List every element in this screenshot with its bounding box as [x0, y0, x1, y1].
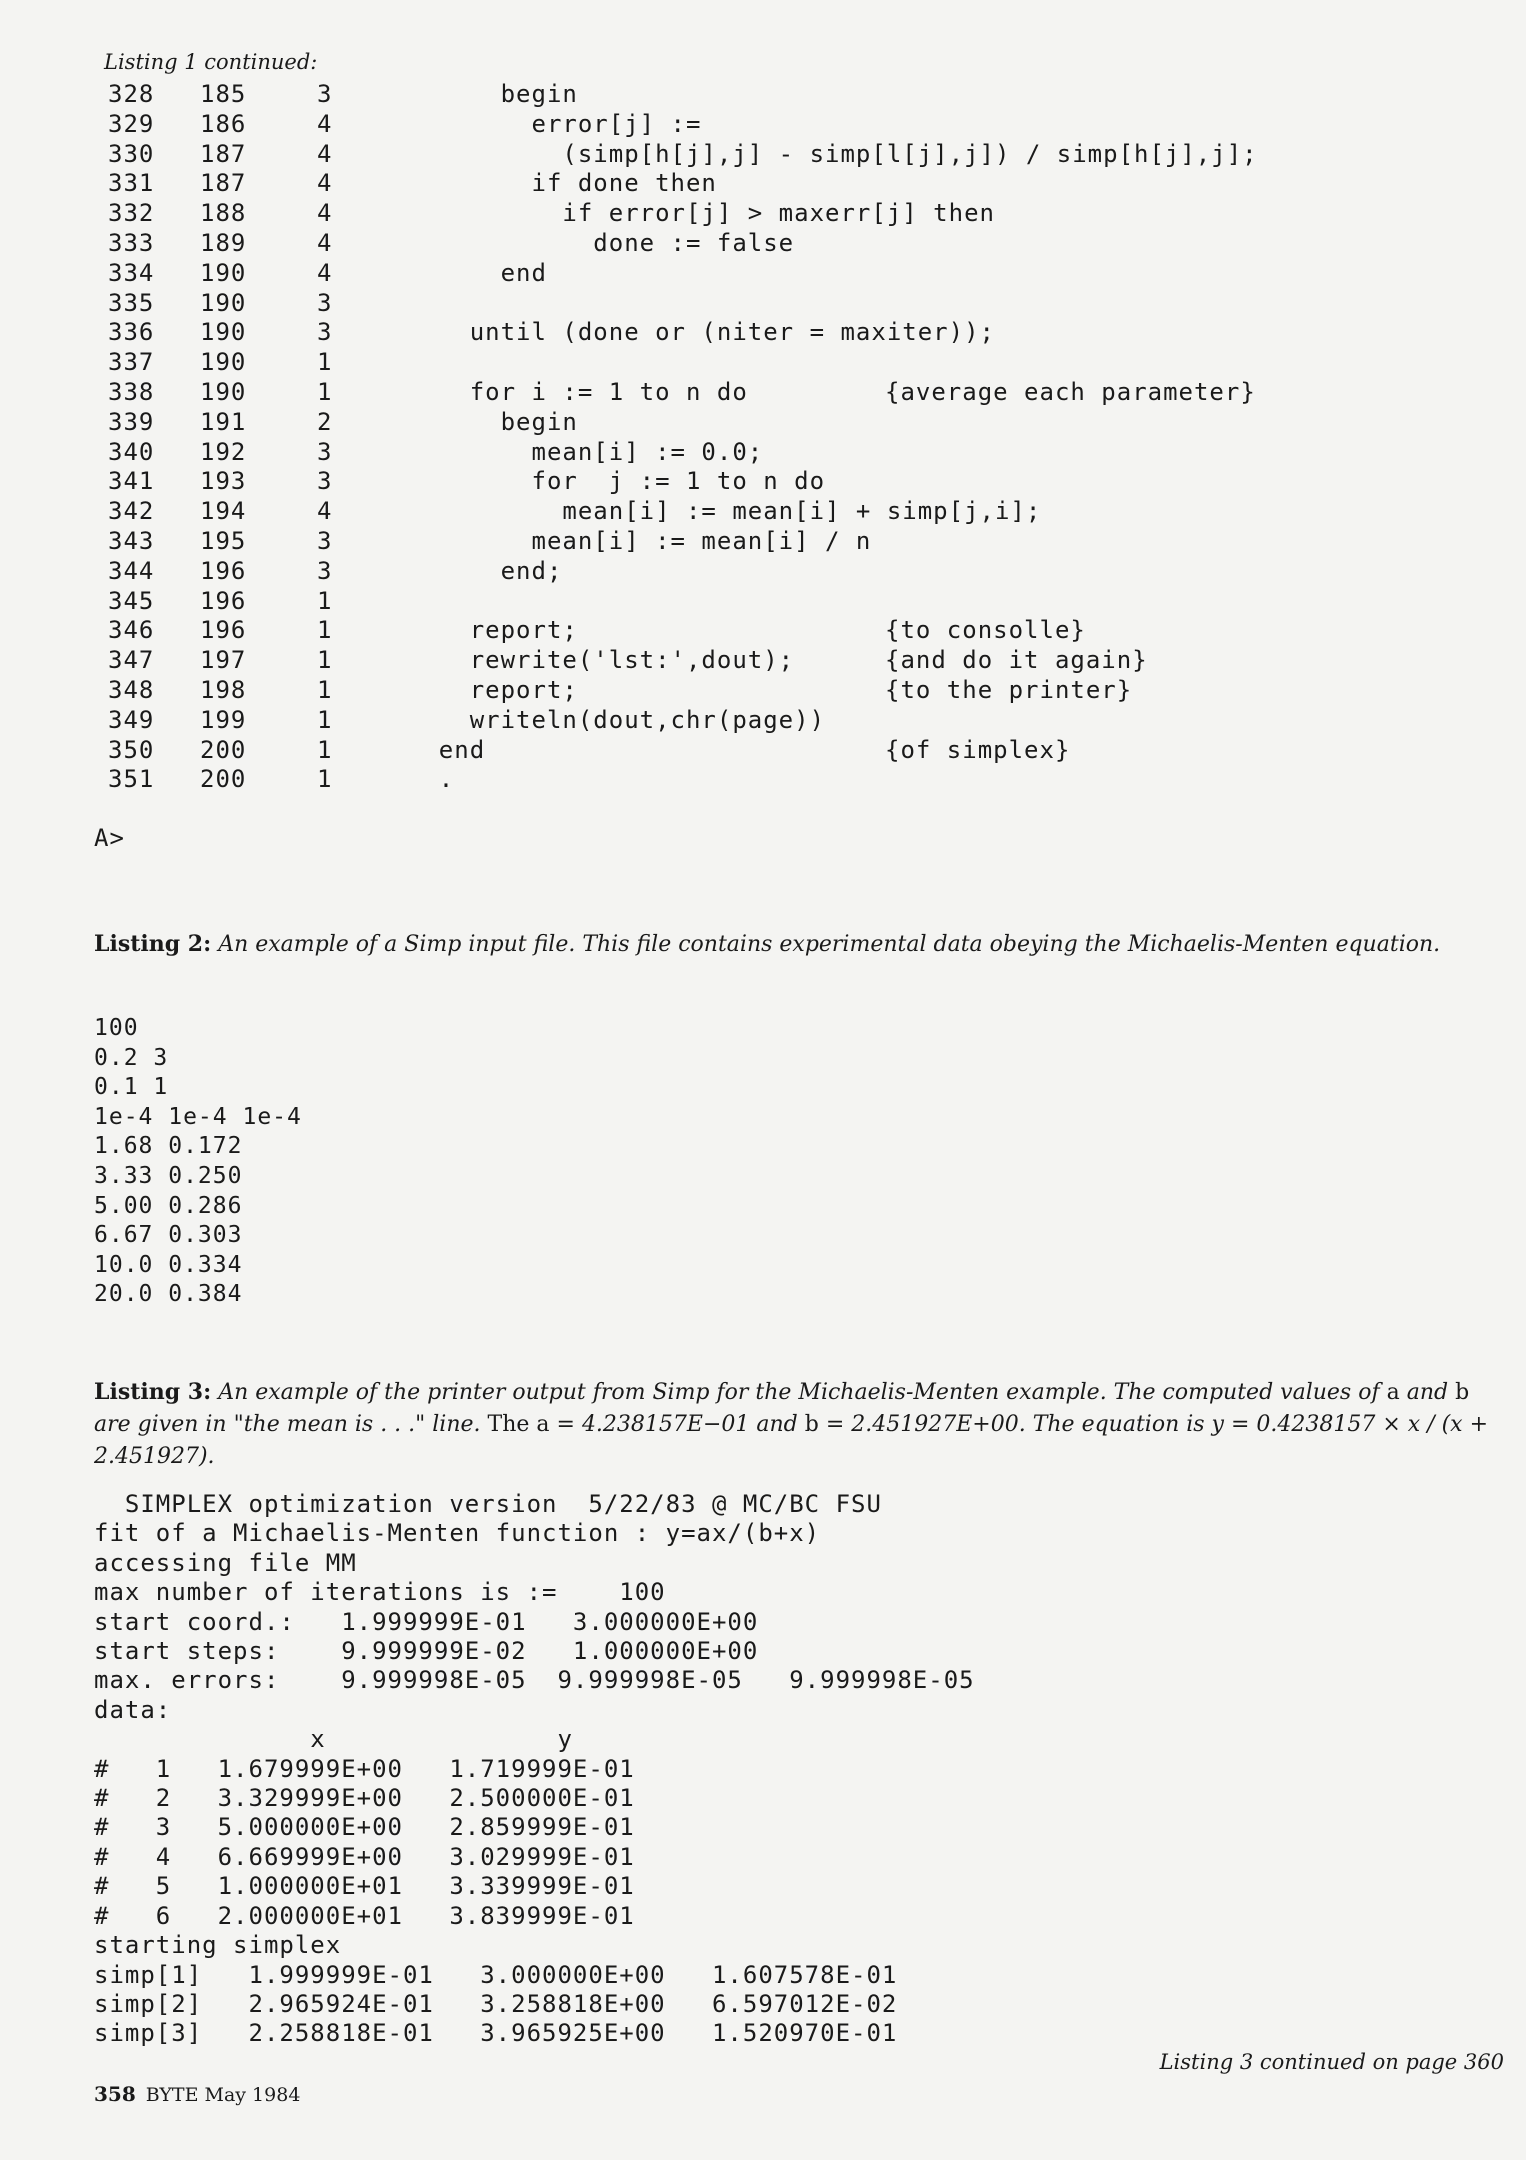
code-row	[108, 229, 1256, 259]
statement-number: 199	[200, 705, 247, 734]
code-row	[108, 289, 1256, 319]
listing3-caption	[94, 1376, 1504, 1473]
line-number: 346	[108, 616, 155, 645]
line-number: 337	[108, 348, 155, 377]
code-text: if error[j] > maxerr[j] then	[377, 199, 995, 228]
output-line: x y	[94, 1725, 573, 1754]
code-text: end	[377, 735, 486, 764]
line-number: 343	[108, 526, 155, 555]
code-text: for j := 1 to n do	[377, 467, 826, 496]
code-row	[108, 557, 1256, 587]
nesting-level: 4	[317, 258, 333, 287]
code-text: (simp[h[j],j] - simp[l[j],j]) / simp[h[j],j];	[377, 139, 1258, 168]
line-number: 335	[108, 288, 155, 317]
code-comment: {and do it again}	[885, 646, 1148, 675]
code-row	[108, 378, 1256, 408]
code-row	[108, 169, 1256, 199]
nesting-level: 3	[317, 318, 333, 347]
output-line: # 5 1.000000E+01 3.339999E-01	[94, 1872, 635, 1901]
nesting-level: 4	[317, 169, 333, 198]
code-text	[377, 289, 885, 319]
page-footer	[94, 2082, 300, 2106]
output-line: start coord.: 1.999999E-01 3.000000E+00	[94, 1607, 759, 1636]
nesting-level: 3	[317, 526, 333, 555]
input-line: 20.0 0.384	[94, 1281, 243, 1308]
code-text: done := false	[377, 228, 795, 257]
nesting-level: 3	[317, 556, 333, 585]
listing2-caption	[94, 928, 1504, 961]
statement-number: 189	[200, 228, 247, 257]
listing3-caption-a: a	[1386, 1380, 1400, 1405]
code-row	[108, 80, 1256, 110]
code-row	[108, 527, 1256, 557]
nesting-level: 4	[317, 109, 333, 138]
input-line: 0.1 1	[94, 1074, 169, 1101]
output-line: SIMPLEX optimization version 5/22/83 @ MC/BC FSU	[94, 1490, 882, 1518]
output-line: max number of iterations is := 100	[94, 1578, 666, 1607]
code-text: error[j] :=	[377, 109, 702, 138]
statement-number: 195	[200, 526, 247, 555]
line-number: 334	[108, 258, 155, 287]
listing3-caption-part: 4.238157E−01 and	[581, 1412, 798, 1437]
listing3-caption-part: 2.451927E+00. The equation is y = 0.4238157 × x / (x + 2.451927).	[94, 1412, 1489, 1469]
code-row	[108, 497, 1256, 527]
nesting-level: 1	[317, 348, 333, 377]
output-line: max. errors: 9.999998E-05 9.999998E-05 9.999998E-05	[94, 1666, 975, 1695]
output-line: simp[3] 2.258818E-01 3.965925E+00 1.520970E-01	[94, 2019, 898, 2048]
code-row	[108, 676, 1256, 706]
line-number: 328	[108, 80, 155, 108]
line-number: 336	[108, 318, 155, 347]
code-row	[108, 318, 1256, 348]
output-line: simp[1] 1.999999E-01 3.000000E+00 1.607578E-01	[94, 1960, 898, 1989]
statement-number: 193	[200, 467, 247, 496]
code-text: mean[i] := mean[i] / n	[377, 526, 872, 555]
code-row	[108, 348, 1256, 378]
output-line: # 4 6.669999E+00 3.029999E-01	[94, 1842, 635, 1871]
line-number: 329	[108, 109, 155, 138]
statement-number: 188	[200, 199, 247, 228]
code-comment: {average each parameter}	[885, 377, 1256, 406]
output-line: simp[2] 2.965924E-01 3.258818E+00 6.597012E-02	[94, 1989, 898, 2018]
statement-number: 190	[200, 318, 247, 347]
nesting-level: 1	[317, 616, 333, 645]
listing3-caption-part: a =	[529, 1412, 582, 1437]
line-number: 349	[108, 705, 155, 734]
line-number: 333	[108, 228, 155, 257]
nesting-level: 3	[317, 467, 333, 496]
statement-number: 190	[200, 348, 247, 377]
code-text: report;	[377, 616, 578, 645]
listing3-caption-part: b =	[797, 1412, 852, 1437]
statement-number: 191	[200, 407, 247, 436]
input-line: 0.2 3	[94, 1044, 169, 1071]
code-text: begin	[377, 80, 578, 108]
statement-number: 190	[200, 288, 247, 317]
listing2-input-file	[94, 1014, 302, 1310]
line-number: 342	[108, 497, 155, 526]
input-line: 5.00 0.286	[94, 1192, 243, 1219]
listing3-caption-part: An example of the printer output from Simp for the Michaelis-Menten example. The computed values of	[211, 1380, 1387, 1405]
listing3-caption-part: The	[487, 1412, 530, 1437]
listing3-caption-part: are given in "the mean is . . ." line.	[94, 1412, 488, 1437]
nesting-level: 1	[317, 705, 333, 734]
nesting-level: 1	[317, 377, 333, 406]
listing3-caption-part: and	[1399, 1380, 1456, 1405]
nesting-level: 1	[317, 675, 333, 704]
output-line: # 3 5.000000E+00 2.859999E-01	[94, 1813, 635, 1842]
code-text	[377, 348, 885, 378]
line-number: 338	[108, 377, 155, 406]
listing3-printer-output	[94, 1490, 975, 2049]
code-row	[108, 110, 1256, 140]
output-line: data:	[94, 1695, 172, 1724]
statement-number: 198	[200, 675, 247, 704]
line-number: 330	[108, 139, 155, 168]
command-prompt: A>	[94, 824, 125, 852]
nesting-level: 3	[317, 437, 333, 466]
code-row	[108, 765, 1256, 795]
nesting-level: 3	[317, 288, 333, 317]
output-line: # 6 2.000000E+01 3.839999E-01	[94, 1901, 635, 1930]
continued-note: Listing 3 continued on page 360	[1159, 2050, 1504, 2074]
code-row	[108, 199, 1256, 229]
statement-number: 200	[200, 765, 247, 794]
code-text: writeln(dout,chr(page))	[377, 705, 826, 734]
code-row	[108, 616, 1256, 646]
line-number: 339	[108, 407, 155, 436]
input-line: 1e-4 1e-4 1e-4	[94, 1103, 302, 1130]
nesting-level: 4	[317, 199, 333, 228]
statement-number: 187	[200, 169, 247, 198]
code-row	[108, 467, 1256, 497]
nesting-level: 1	[317, 765, 333, 794]
nesting-level: 4	[317, 497, 333, 526]
input-line: 1.68 0.172	[94, 1133, 243, 1160]
statement-number: 190	[200, 377, 247, 406]
code-text: begin	[377, 407, 578, 436]
statement-number: 194	[200, 497, 247, 526]
input-line: 6.67 0.303	[94, 1222, 243, 1249]
listing1-caption: Listing 1 continued:	[104, 50, 318, 74]
listing2-label: Listing 2:	[94, 931, 212, 957]
code-text: mean[i] := 0.0;	[377, 437, 764, 466]
nesting-level: 1	[317, 646, 333, 675]
code-text: rewrite('lst:',dout);	[377, 646, 795, 675]
input-line: 3.33 0.250	[94, 1162, 243, 1189]
listing2-caption-text: An example of a Simp input file. This file contains experimental data obeying the Michaelis-Menten equation.	[211, 932, 1441, 957]
code-text: end;	[377, 556, 563, 585]
statement-number: 187	[200, 139, 247, 168]
statement-number: 192	[200, 437, 247, 466]
nesting-level: 3	[317, 80, 333, 108]
nesting-level: 1	[317, 586, 333, 615]
output-line: start steps: 9.999999E-02 1.000000E+00	[94, 1637, 759, 1666]
publication-name: BYTE May 1984	[145, 2084, 301, 2106]
code-row	[108, 736, 1256, 766]
statement-number: 186	[200, 109, 247, 138]
nesting-level: 4	[317, 139, 333, 168]
statement-number: 200	[200, 735, 247, 764]
code-text: .	[377, 765, 455, 794]
code-text: report;	[377, 675, 578, 704]
code-text: end	[377, 258, 547, 287]
output-line: # 2 3.329999E+00 2.500000E-01	[94, 1784, 635, 1813]
statement-number: 185	[200, 80, 247, 108]
output-line: fit of a Michaelis-Menten function : y=ax/(b+x)	[94, 1519, 821, 1548]
statement-number: 197	[200, 646, 247, 675]
line-number: 347	[108, 646, 155, 675]
output-line: # 1 1.679999E+00 1.719999E-01	[94, 1754, 635, 1783]
line-number: 344	[108, 556, 155, 585]
listing1-code	[108, 80, 1256, 795]
code-row	[108, 587, 1256, 617]
code-comment: {to consolle}	[885, 616, 1086, 645]
line-number: 332	[108, 199, 155, 228]
line-number: 350	[108, 735, 155, 764]
code-text: if done then	[377, 169, 717, 198]
line-number: 345	[108, 586, 155, 615]
input-line: 10.0 0.334	[94, 1251, 243, 1278]
listing3-label: Listing 3:	[94, 1379, 212, 1405]
line-number: 340	[108, 437, 155, 466]
code-row	[108, 646, 1256, 676]
code-text	[377, 587, 885, 617]
code-comment: {of simplex}	[885, 735, 1071, 764]
code-text: mean[i] := mean[i] + simp[j,i];	[377, 497, 1042, 526]
output-line: accessing file MM	[94, 1548, 357, 1577]
code-row	[108, 408, 1256, 438]
nesting-level: 1	[317, 735, 333, 764]
code-comment: {to the printer}	[885, 675, 1133, 704]
code-row	[108, 259, 1256, 289]
statement-number: 196	[200, 616, 247, 645]
line-number: 348	[108, 675, 155, 704]
code-row	[108, 706, 1256, 736]
code-text: until (done or (niter = maxiter));	[377, 318, 995, 347]
code-row	[108, 438, 1256, 468]
listing3-caption-b: b	[1455, 1380, 1470, 1405]
line-number: 331	[108, 169, 155, 198]
nesting-level: 4	[317, 228, 333, 257]
statement-number: 196	[200, 556, 247, 585]
statement-number: 190	[200, 258, 247, 287]
statement-number: 196	[200, 586, 247, 615]
page-number: 358	[94, 2082, 136, 2106]
output-line: starting simplex	[94, 1931, 342, 1960]
line-number: 351	[108, 765, 155, 794]
input-line: 100	[94, 1015, 139, 1041]
nesting-level: 2	[317, 407, 333, 436]
code-text: for i := 1 to n do	[377, 377, 748, 406]
line-number: 341	[108, 467, 155, 496]
code-row	[108, 140, 1256, 170]
